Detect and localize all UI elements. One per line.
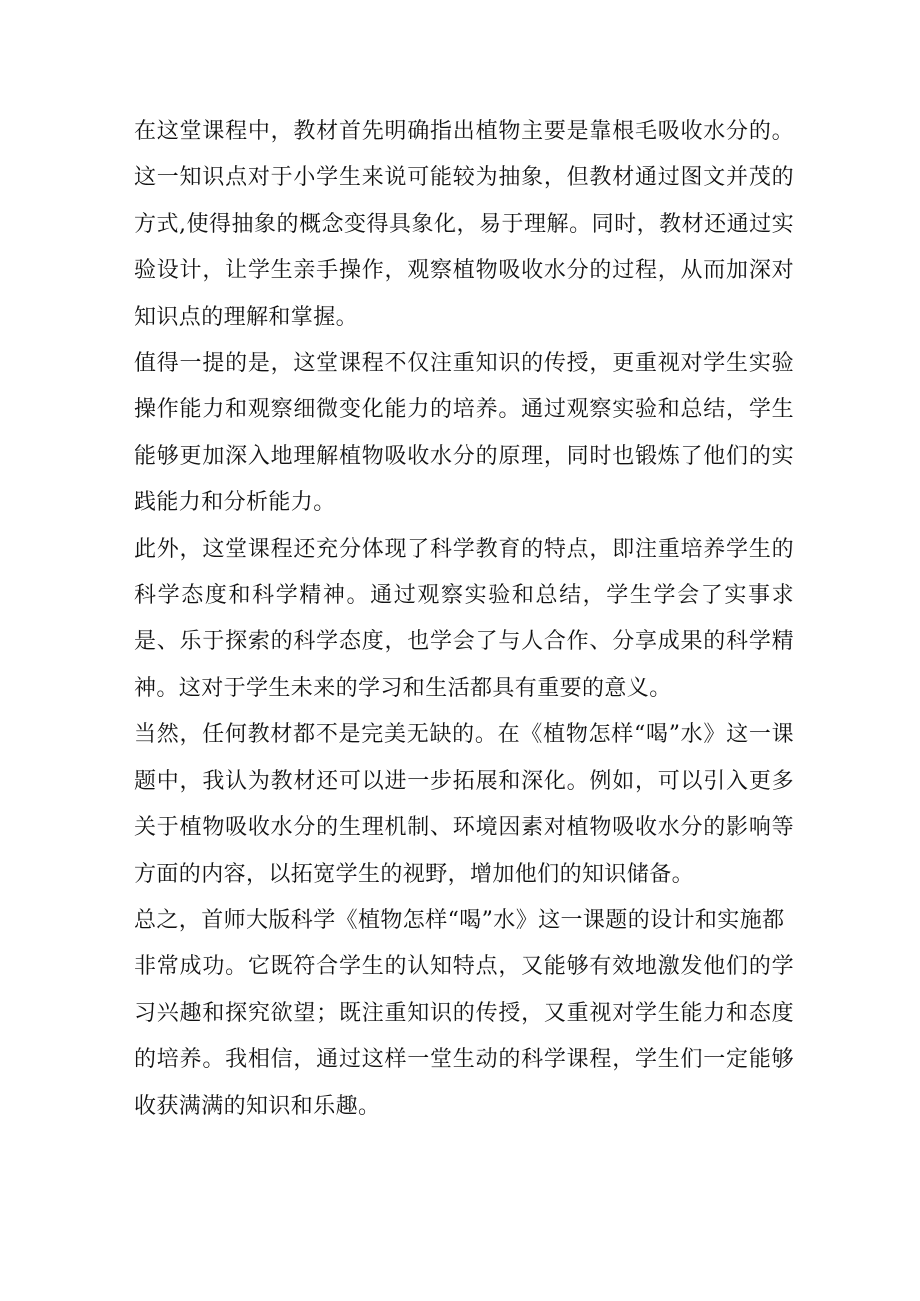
paragraph-4: 当然，任何教材都不是完美无缺的。在《植物怎样“喝”水》这一课题中，我认为教材还可以进一步拓展和深化。例如，可以引入更多关于植物吸收水分的生理机制、环境因素对植物吸收水分的影响等方面的内容，以拓宽学生的视野，增加他们的知识储备。 xyxy=(134,722,794,887)
paragraph-6: 非常成功。它既符合学生的认知特点，又能够有效地激发他们的学习兴趣和探究欲望；既注重知识的传授，又重视对学生能力和态度的培养。我相信，通过这样一堂生动的科学课程，学生们一定能够收获满满的知识和乐趣。 xyxy=(134,954,794,1119)
paragraph-1: 在这堂课程中，教材首先明确指出植物主要是靠根毛吸收水分的。这一知识点对于小学生来说可能较为抽象，但教材通过图文并茂的方式,使得抽象的概念变得具象化，易于理解。同时，教材还通过实验设计，让学生亲手操作，观察植物吸收水分的过程，从而加深对知识点的理解和掌握。 xyxy=(134,119,794,330)
paragraph-2: 值得一提的是，这堂课程不仅注重知识的传授，更重视对学生实验操作能力和观察细微变化能力的培养。通过观察实验和总结，学生能够更加深入地理解植物吸收水分的原理，同时也锻炼了他们的实践能力和分析能力。 xyxy=(134,351,794,516)
document-body xyxy=(134,109,794,1130)
paragraph-3: 此外，这堂课程还充分体现了科学教育的特点，即注重培养学生的科学态度和科学精神。通过观察实验和总结，学生学会了实事求是、乐于探索的科学态度，也学会了与人合作、分享成果的科学精神。这对于学生未来的学习和生活都具有重要的意义。 xyxy=(134,536,794,701)
paragraph-5: 总之，首师大版科学《植物怎样“喝”水》这一课题的设计和实施都 xyxy=(134,907,785,933)
